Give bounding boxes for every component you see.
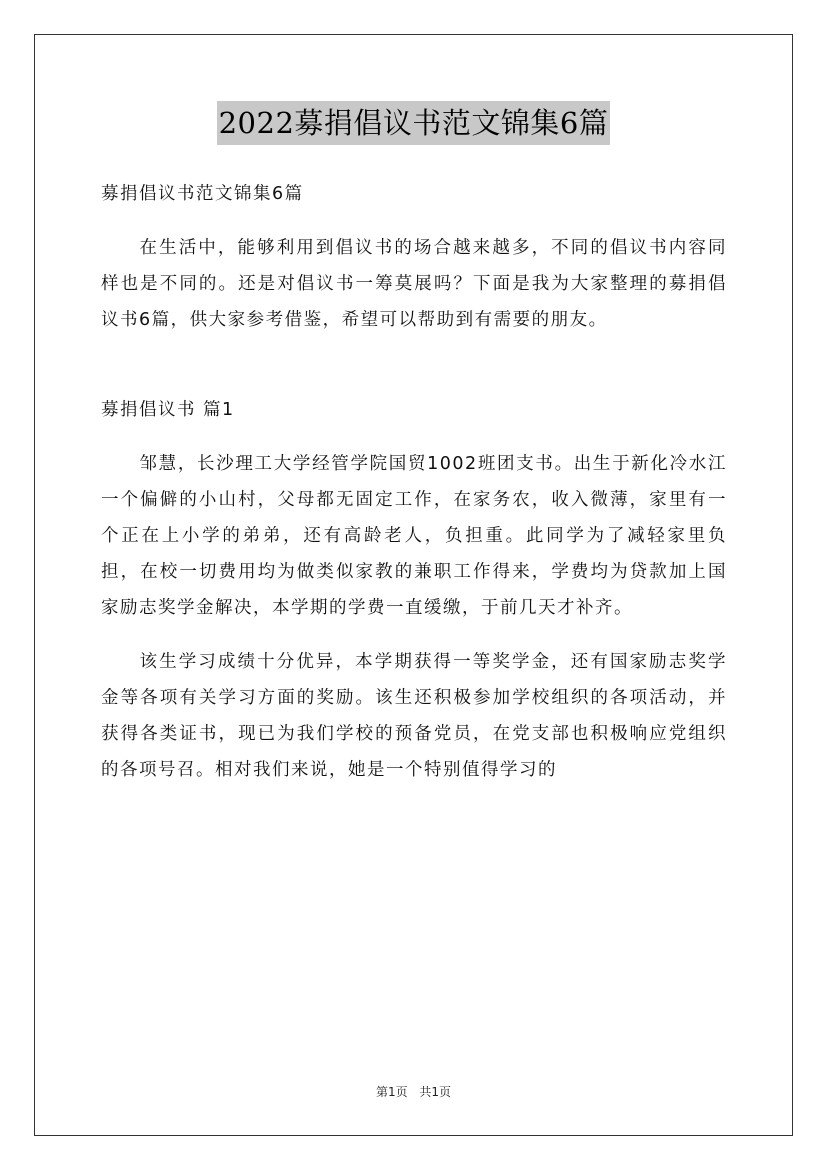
document-title: 2022募捐倡议书范文锦集6篇 [217,101,611,145]
body-paragraph-2: 该生学习成绩十分优异，本学期获得一等奖学金，还有国家励志奖学金等各项有关学习方面的奖励。该生还积极参加学校组织的各项活动，并获得各类证书，现已为我们学校的预备党员，在党支部也积极响应党组织的各项号召。相对我们来说，她是一个特别值得学习的 [101,652,727,780]
document-subtitle: 募捐倡议书范文锦集6篇 [101,184,304,204]
document-body [101,176,727,788]
title-container [0,101,827,145]
section-heading: 募捐倡议书 篇1 [101,400,235,420]
page-footer [0,1083,827,1100]
page-number-current: 第1页 [375,1085,408,1099]
body-paragraph-1: 邹慧，长沙理工大学经管学院国贸1002班团支书。出生于新化冷水江一个偏僻的小山村，父母都无固定工作，在家务农，收入微薄，家里有一个正在上小学的弟弟，还有高龄老人，负担重。此同学为了减轻家里负担，在校一切费用均为做类似家教的兼职工作得来，学费均为贷款加上国家励志奖学金解决，本学期的学费一直缓缴，于前几天才补齐。 [101,454,727,618]
page-number-total: 共1页 [419,1085,452,1099]
intro-paragraph: 在生活中，能够利用到倡议书的场合越来越多，不同的倡议书内容同样也是不同的。还是对倡议书一筹莫展吗？下面是我为大家整理的募捐倡议书6篇，供大家参考借鉴，希望可以帮助到有需要的朋友。 [101,238,727,330]
